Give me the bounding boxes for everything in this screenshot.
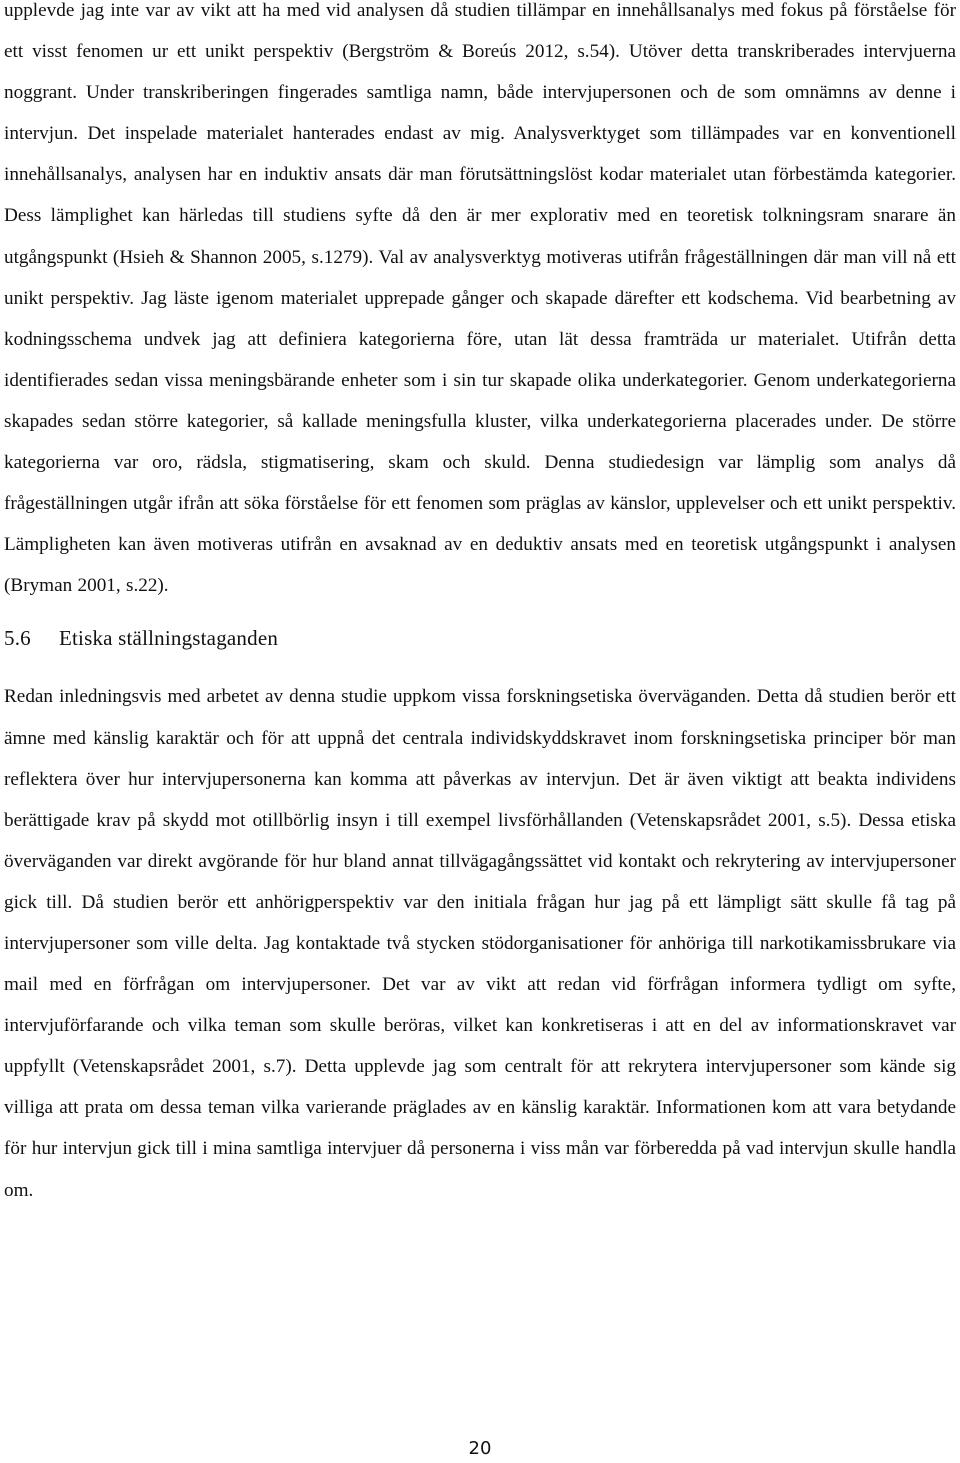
section-number: 5.6 [4, 626, 31, 651]
document-page [4, 0, 956, 1211]
section-title: Etiska ställningstaganden [59, 626, 279, 651]
page-number: 20 [468, 1438, 492, 1459]
section-heading [4, 606, 956, 676]
body-paragraph-ethics: Redan inledningsvis med arbetet av denna studie uppkom vissa forskningsetiska överväganden. Detta då studien berör ett ämne med känslig karaktär och för att uppnå det centrala individskyddskravet inom forskningsetiska principer bör man reflektera över hur intervjupersonerna kan komma att påverkas av intervjun. Det är även viktigt att beakta individens berättigade krav på skydd mot otillbörlig insyn i till exempel livsförhållanden (Vetenskapsrådet 2001, s.5). Dessa etiska överväganden var direkt avgörande för hur bland annat tillvägagångssättet vid kontakt och rekrytering av intervjupersoner gick till. Då studien berör ett anhörigperspektiv var den initiala frågan hur jag på ett lämpligt sätt skulle få tag på intervjupersoner som ville delta. Jag kontaktade två stycken stödorganisationer för anhöriga till narkotikamissbrukare via mail med en förfrågan om intervjupersoner. Det var av vikt att redan vid förfrågan informera tydligt om syfte, intervjuförfarande och vilka teman som skulle beröras, vilket kan konkretiseras i att en del av informationskravet var uppfyllt (Vetenskapsrådet 2001, s.7). Detta upplevde jag som centralt för att rekrytera intervjupersoner som kände sig villiga att prata om dessa teman vilka varierande präglades av en känslig karaktär. Informationen kom att vara betydande för hur intervjun gick till i mina samtliga intervjuer då personerna i viss mån var förberedda på vad intervjun skulle handla om. [4, 686, 956, 1201]
body-paragraph-method: upplevde jag inte var av vikt att ha med vid analysen då studien tillämpar en innehållsanalys med fokus på förståelse för ett visst fenomen ur ett unikt perspektiv (Bergström & Boreús 2012, s.54). Utöver detta transkriberades intervjuerna noggrant. Under transkriberingen fingerades samtliga namn, både intervjupersonen och de som omnämns av denne i intervjun. Det inspelade materialet hanterades endast av mig. Analysverktyget som tillämpades var en konventionell innehållsanalys, analysen har en induktiv ansats där man förutsättningslöst kodar materialet utan förbestämda kategorier. Dess lämplighet kan härledas till studiens syfte då den är mer explorativ med en teoretisk tolkningsram snarare än utgångspunkt (Hsieh & Shannon 2005, s.1279). Val av analysverktyg motiveras utifrån frågeställningen där man vill nå ett unikt perspektiv. Jag läste igenom materialet upprepade gånger och skapade därefter ett kodschema. Vid bearbetning av kodningsschema undvek jag att definiera kategorierna före, utan lät dessa framträda ur materialet. Utifrån detta identifierades sedan vissa meningsbärande enheter som i sin tur skapade olika underkategorier. Genom underkategorierna skapades sedan större kategorier, så kallade meningsfulla kluster, vilka underkategorierna placerades under. De större kategorierna var oro, rädsla, stigmatisering, skam och skuld. Denna studiedesign var lämplig som analys då frågeställningen utgår ifrån att söka förståelse för ett fenomen som präglas av känslor, upplevelser och ett unikt perspektiv. Lämpligheten kan även motiveras utifrån en avsaknad av en deduktiv ansats med en teoretisk utgångspunkt i analysen (Bryman 2001, s.22). [4, 0, 956, 597]
